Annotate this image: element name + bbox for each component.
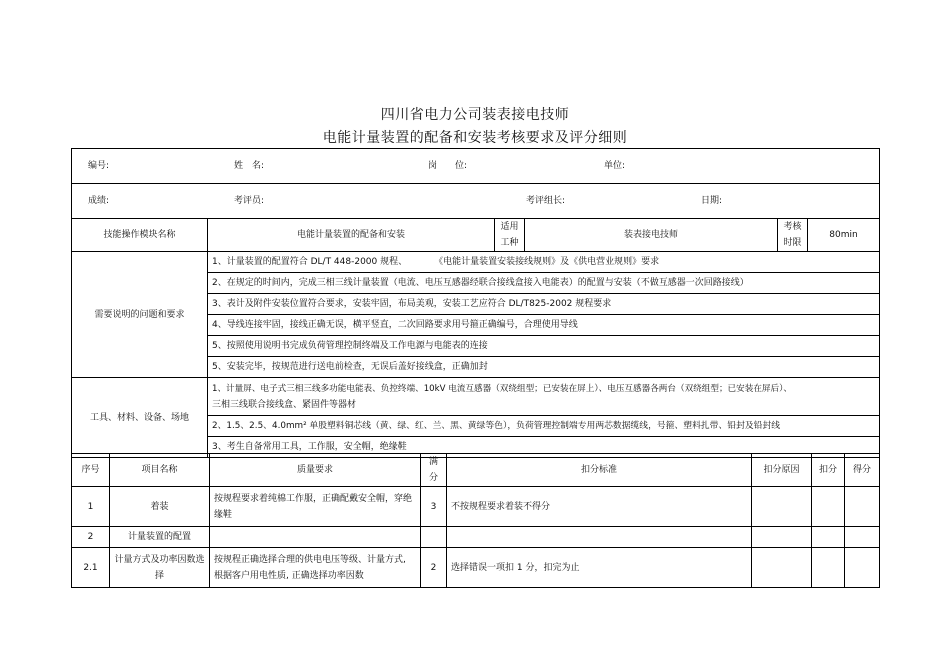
tools-item-1-line-1: 1、计量屏、电子式三相三线多功能电能表、负控终端、10kV 电流互感器（双绕组型；已安装在屏上）、电压互感器各两台（双绕组型；已安装在屏后）、	[212, 383, 792, 394]
row-score[interactable]	[845, 527, 880, 548]
scoring-table	[71, 453, 880, 588]
requirement-item: 1、计量装置的配置符合 DL/T 448-2000 规程、 《电能计量装置安装接线规则》及《供电营业规则》要求	[208, 252, 880, 273]
row-deduct[interactable]	[812, 487, 845, 527]
examiner-label: 考评员:	[234, 196, 265, 206]
exam-info-table	[71, 148, 880, 458]
info-row-1	[72, 149, 880, 184]
header-deduct: 扣分	[812, 454, 845, 487]
number-label: 编号:	[88, 161, 110, 171]
table-row	[72, 527, 880, 548]
header-item-name: 项目名称	[110, 454, 210, 487]
tools-item-1	[208, 378, 880, 416]
table-row	[72, 548, 880, 588]
requirements-label: 需要说明的问题和要求	[72, 252, 208, 378]
row-full-score: 2	[421, 548, 447, 588]
row-criteria: 选择错误一项扣 1 分，扣完为止	[447, 548, 752, 588]
row-criteria	[447, 527, 752, 548]
row-score[interactable]	[845, 487, 880, 527]
row-criteria: 不按规程要求着装不得分	[447, 487, 752, 527]
header-full-score: 满分	[421, 454, 447, 487]
header-criteria: 扣分标准	[447, 454, 752, 487]
row-deduct-reason[interactable]	[752, 527, 812, 548]
name-label: 姓 名:	[234, 161, 265, 171]
module-label: 技能操作模块名称	[72, 219, 208, 252]
row-no: 2.1	[72, 548, 110, 588]
row-quality: 按规程要求着纯棉工作服，正确配戴安全帽，穿绝缘鞋	[210, 487, 421, 527]
row-name: 计量方式及功率因数选择	[110, 548, 210, 588]
type-value: 装表接电技师	[525, 219, 778, 252]
time-value: 80min	[808, 219, 880, 252]
row-full-score: 3	[421, 487, 447, 527]
requirement-item: 5、安装完毕，按规范进行送电前检查，无误后盖好接线盒，正确加封	[208, 357, 880, 378]
row-quality	[210, 527, 421, 548]
tools-item-3: 3、考生自备常用工具，工作服，安全帽，绝缘鞋	[208, 437, 880, 458]
row-no: 1	[72, 487, 110, 527]
row-score[interactable]	[845, 548, 880, 588]
requirement-item: 4、导线连接牢固，接线正确无误，横平竖直，二次回路要求用号箍正确编号，合理使用导线	[208, 315, 880, 336]
row-name: 计量装置的配置	[110, 527, 210, 548]
post-label: 岗 位:	[428, 161, 468, 171]
row-name: 着装	[110, 487, 210, 527]
tools-item-2: 2、1.5、2.5、4.0mm² 单股塑料铜芯线（黄、绿、红、兰、黑、黄绿等色），负荷管理控制端专用两芯数据缆线，号箍、塑料扎带、铅封及铅封线	[208, 416, 880, 437]
header-quality: 质量要求	[210, 454, 421, 487]
row-full-score	[421, 527, 447, 548]
score-label: 成绩:	[88, 196, 110, 206]
row-deduct-reason[interactable]	[752, 487, 812, 527]
row-deduct-reason[interactable]	[752, 548, 812, 588]
header-score: 得分	[845, 454, 880, 487]
module-value: 电能计量装置的配备和安装	[208, 219, 495, 252]
time-label: 考核时限	[778, 219, 808, 252]
header-no: 序号	[72, 454, 110, 487]
row-deduct[interactable]	[812, 548, 845, 588]
unit-label: 单位:	[604, 161, 626, 171]
header-deduct-reason: 扣分原因	[752, 454, 812, 487]
requirement-item: 5、按照使用说明书完成负荷管理控制终端及工作电源与电能表的连接	[208, 336, 880, 357]
info-row-2	[72, 184, 880, 219]
row-no: 2	[72, 527, 110, 548]
title-line-1: 四川省电力公司装表接电技师	[380, 107, 570, 123]
table-row	[72, 487, 880, 527]
date-label: 日期:	[701, 196, 723, 206]
title-line-2: 电能计量装置的配备和安装考核要求及评分细则	[322, 130, 628, 146]
row-quality: 按规程正确选择合理的供电电压等级、计量方式, 根据客户用电性质, 正确选择功率因数	[210, 548, 421, 588]
tools-label: 工具、材料、设备、场地	[72, 378, 208, 458]
row-deduct[interactable]	[812, 527, 845, 548]
requirement-item: 3、表计及附件安装位置符合要求，安装牢固，布局美观，安装工艺应符合 DL/T825-2002 规程要求	[208, 294, 880, 315]
requirement-item: 2、在规定的时间内，完成三相三线计量装置（电流、电压互感器经联合接线盒接入电能表）的配置与安装（不做互感器一次回路接线）	[208, 273, 880, 294]
tools-item-1-line-2: 三相三线联合接线盒、紧固件等器材	[212, 399, 357, 410]
type-label: 适用工种	[495, 219, 525, 252]
leader-label: 考评组长:	[526, 196, 566, 206]
